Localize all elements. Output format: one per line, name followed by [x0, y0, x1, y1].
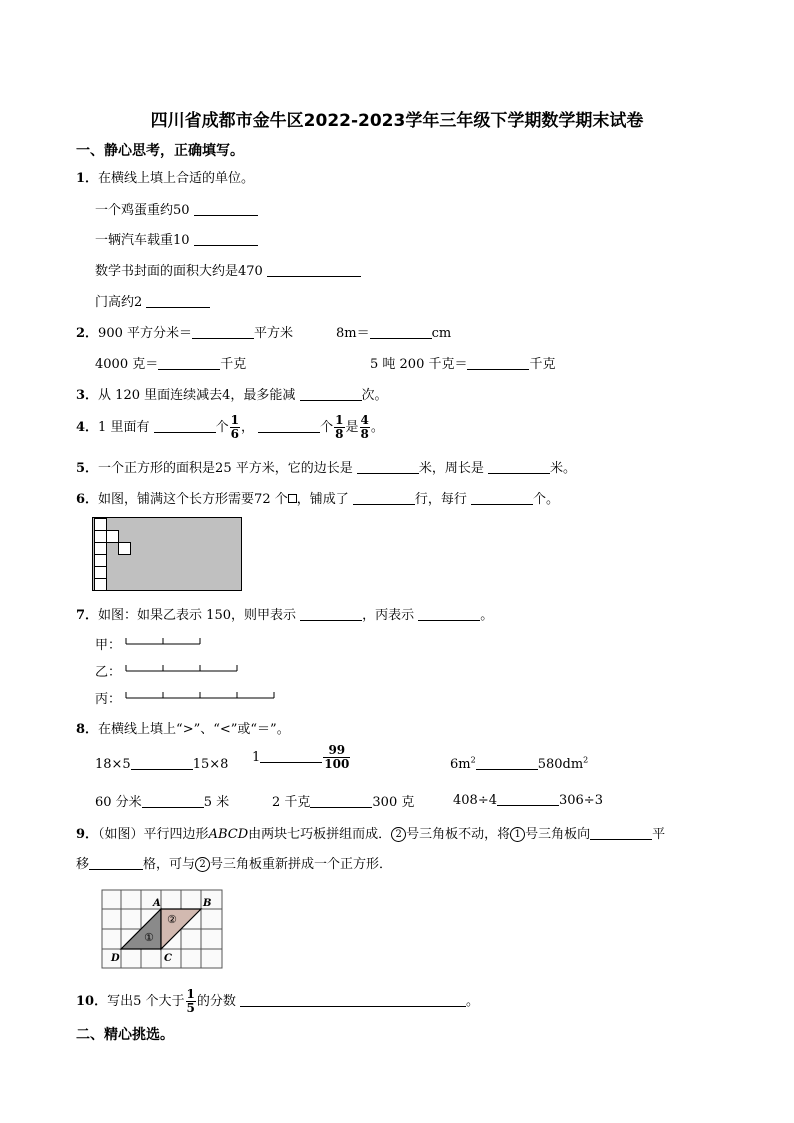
- fraction-one-fifth: $\frac{1}{5}$: [186, 987, 195, 1015]
- answer-blank[interactable]: [154, 418, 216, 433]
- answer-blank[interactable]: [142, 793, 204, 808]
- vertex-label-c: C: [164, 953, 172, 964]
- answer-blank[interactable]: [260, 748, 322, 763]
- question-1-line-1: 一个鸡蛋重约50: [95, 199, 258, 218]
- question-5: 5．一个正方形的面积是25 平方米，它的边长是 米，周长是 米。: [76, 461, 577, 476]
- fraction-one-eighth: $\frac{1}{8}$: [335, 413, 344, 441]
- answer-blank[interactable]: [267, 262, 361, 277]
- bar-label-jia: 甲：: [95, 638, 122, 653]
- question-1-line-2: 一辆汽车载重10: [95, 229, 258, 248]
- answer-blank[interactable]: [497, 791, 559, 806]
- piece-label-one: ①: [144, 931, 154, 944]
- answer-blank[interactable]: [590, 825, 652, 840]
- question-2-part-b: 8m＝ cm: [336, 326, 452, 341]
- question-10: 10．写出5 个大于 $\frac{1}{5}$ 的分数 。: [76, 987, 480, 1015]
- fraction-one-sixth: $\frac{1}{6}$: [230, 413, 239, 441]
- question-1-line-4: 门高约2: [95, 291, 210, 310]
- answer-blank[interactable]: [353, 490, 415, 505]
- question-1-stem: 1．在横线上填上合适的单位。: [76, 171, 255, 186]
- page-title: 四川省成都市金牛区2022-2023学年三年级下学期数学期末试卷: [150, 111, 644, 131]
- question-9-line-2: 移 格，可与 2 号三角板重新拼成一个正方形．: [76, 857, 393, 872]
- fraction-four-eighths: $\frac{4}{8}$: [360, 413, 369, 441]
- tangram-grid-figure: [97, 885, 227, 975]
- question-4: 4．1 里面有 个 $\frac{1}{6}$ ， 个 $\frac{1}{8}$ 是 $\frac{4}{8}$ 。: [76, 413, 384, 441]
- answer-blank[interactable]: [194, 201, 258, 216]
- question-8-stem: 8．在横线上填上“>”、“<”或“＝”。: [76, 722, 290, 737]
- question-8-item-e: 2 千克 300 克: [272, 795, 415, 810]
- segment-bars-figure: [120, 632, 280, 704]
- answer-blank[interactable]: [300, 606, 362, 621]
- small-square-icon: [288, 494, 297, 503]
- question-1-line-3: 数学书封面的面积大约是470: [95, 260, 361, 279]
- answer-blank[interactable]: [310, 793, 372, 808]
- question-8-item-d: 60 分米 5 米: [95, 795, 230, 810]
- bar-label-bing: 丙：: [95, 692, 122, 707]
- answer-blank[interactable]: [131, 755, 193, 770]
- answer-blank[interactable]: [488, 459, 550, 474]
- answer-blank[interactable]: [192, 324, 254, 339]
- answer-blank[interactable]: [158, 355, 220, 370]
- answer-blank[interactable]: [89, 855, 143, 870]
- question-2-line-1: 2．900 平方分米＝ 平方米: [76, 326, 294, 341]
- piece-label-two: ②: [167, 913, 177, 926]
- question-8-item-a: 18×5 15×8: [95, 757, 229, 772]
- answer-blank[interactable]: [146, 293, 210, 308]
- vertex-label-a: A: [153, 898, 161, 909]
- answer-blank[interactable]: [258, 418, 320, 433]
- bar-label-yi: 乙：: [95, 665, 122, 680]
- question-2-line-2: 4000 克＝ 千克: [95, 357, 247, 372]
- answer-blank[interactable]: [467, 355, 529, 370]
- question-8-item-f: 408÷4 306÷3: [453, 793, 603, 808]
- vertex-label-d: D: [111, 953, 120, 964]
- answer-blank[interactable]: [300, 386, 362, 401]
- question-6: 6．如图，铺满这个长方形需要72 个 ，铺成了 行，每行 个。: [76, 492, 560, 507]
- question-7: 7．如图：如果乙表示 150，则甲表示 ，丙表示 。: [76, 608, 494, 623]
- question-8-item-b: 1 $\frac{99}{100}$: [252, 743, 350, 771]
- answer-blank[interactable]: [370, 324, 432, 339]
- answer-blank[interactable]: [240, 992, 466, 1007]
- vertex-label-b: B: [203, 898, 212, 909]
- fraction-99-100: $\frac{99}{100}$: [324, 743, 350, 771]
- answer-blank[interactable]: [194, 231, 258, 246]
- section-1-heading: 一、静心思考，正确填写。: [76, 143, 244, 159]
- answer-blank[interactable]: [476, 755, 538, 770]
- answer-blank[interactable]: [357, 459, 419, 474]
- answer-blank[interactable]: [418, 606, 480, 621]
- question-8-item-c: $6m^2$ $580dm^2$: [450, 755, 589, 772]
- section-2-heading: 二、精心挑选。: [76, 1027, 174, 1043]
- question-3: 3．从 120 里面连续减去4，最多能减 次。: [76, 388, 388, 403]
- question-9-line-1: 9．（如图）平行四边形ABCD由两块七巧板拼组而成． 2 号三角板不动，将 1 号三角板向 平: [76, 827, 666, 842]
- answer-blank[interactable]: [471, 490, 533, 505]
- rectangle-tiling-figure: [90, 514, 244, 592]
- question-2-part-d: 5 吨 200 千克＝ 千克: [370, 357, 556, 372]
